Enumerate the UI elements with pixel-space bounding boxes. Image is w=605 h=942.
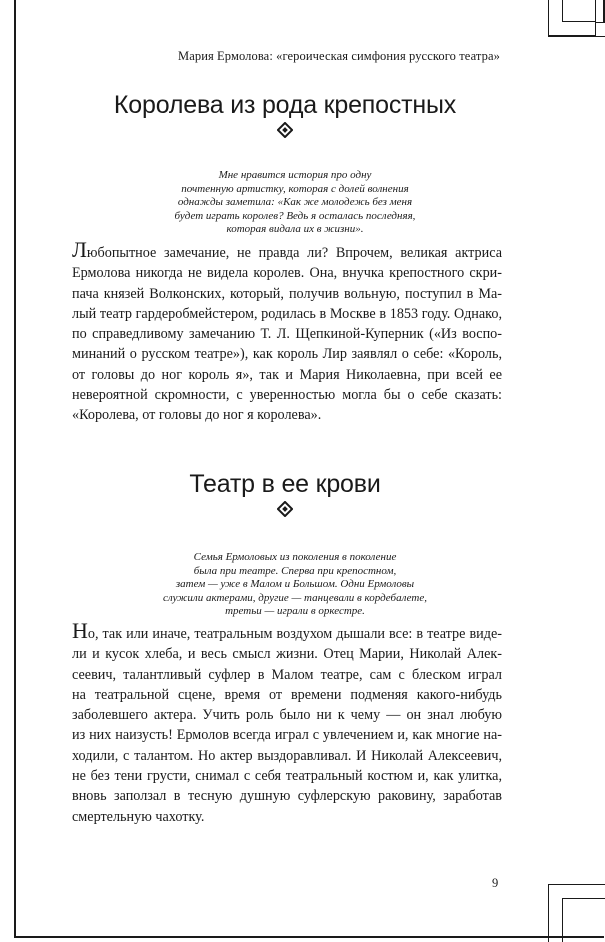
paragraph-line: [72, 239, 502, 263]
corner-ornament-top-right-tick: [596, 22, 605, 23]
body-paragraph: [72, 620, 502, 827]
epigraph: [100, 551, 490, 619]
paragraph-line: не без тени грусти, снимал с себя театральный костюм и, как улитка,: [72, 768, 502, 785]
epigraph-line: однажды заметила: «Как же молодежь без меня: [177, 196, 413, 208]
page-frame-bottom: [14, 936, 604, 938]
corner-ornament-bottom-right-inner: [562, 898, 605, 942]
epigraph-line: почтенную артистку, которая с долей волнения: [181, 182, 409, 195]
paragraph-line: минаний о русском театре»), как король Лир заявлял о себе: «Король,: [72, 346, 502, 363]
epigraph-line: будет играть королев? Ведь я осталась последняя,: [174, 209, 416, 222]
page-frame-left: [14, 0, 16, 938]
paragraph-line: на театральной сцене, время от времени подменяя какого-нибудь: [72, 686, 502, 703]
paragraph-line: по справедливому замечанию Т. Л. Щепкиной-Куперник («Из воспо-: [72, 326, 502, 343]
paragraph-line: [72, 620, 502, 644]
paragraph-line: ли и кусок хлеба, и весь смысл жизни. Отец Марии, Николай Алек-: [72, 646, 502, 663]
paragraph-line: невероятной скромности, с уверенностью могла бы о себе сказать:: [72, 387, 502, 404]
diamond-ornament-icon: [277, 501, 293, 517]
epigraph-line: затем — уже в Малом и Большом. Одни Ермоловы: [175, 578, 415, 590]
epigraph-line: была при театре. Сперва при крепостном,: [193, 564, 397, 577]
paragraph-line: «Королева, от головы до ног я королева».: [72, 407, 322, 424]
diamond-ornament-icon: [277, 122, 293, 138]
paragraph-line: смертельную чахотку.: [72, 808, 205, 825]
paragraph-text: о, так или иначе, театральным воздухом дышали все: в театре виде-: [87, 626, 502, 642]
running-head: Мария Ермолова: «героическая симфония русского театра»: [177, 49, 500, 63]
corner-ornament-top-right-inner: [562, 0, 596, 22]
epigraph-line: Семья Ермоловых из поколения в поколение: [193, 551, 397, 563]
paragraph-line: сеевич, талантливый суфлер в Малом театре, сам с блеском играл: [72, 666, 502, 683]
paragraph-line: ходили, с талантом. Но актер выздоравливал. И Николай Алексеевич,: [72, 747, 502, 764]
body-paragraph: [72, 239, 502, 426]
paragraph-line: Ермолова никогда не видела королев. Она, внучка крепостного скри-: [72, 265, 502, 282]
drop-cap: Л: [72, 237, 87, 262]
paragraph-line: от головы до ног король я», так и Мария Николаевна, при всей ее: [72, 366, 502, 383]
paragraph-line: вновь заползал в тесную душную суфлерскую раковину, заработав: [72, 788, 502, 805]
drop-cap: Н: [72, 618, 88, 643]
paragraph-line: пача князей Волконских, который, получив вольную, поступил в Ма-: [72, 285, 502, 302]
epigraph-line: третьи — играли в оркестре.: [225, 605, 365, 617]
epigraph: [100, 169, 490, 237]
paragraph-text: юбопытное замечание, не правда ли? Впрочем, великая актриса: [86, 245, 502, 261]
epigraph-line: которая видала их в жизни».: [226, 223, 364, 235]
page-frame-right: [603, 0, 605, 22]
paragraph-line: из них наизусть! Ермолов всегда играл с увлечением и, как многие на-: [72, 727, 502, 744]
paragraph-line: заболевшего актера. Учить роль было ни к чему — он знал любую: [72, 707, 502, 724]
section-title: Королева из рода крепостных: [113, 91, 457, 119]
corner-ornament-top-right-rule: [548, 36, 605, 37]
epigraph-line: служили актерами, другие — танцевали в кордебалете,: [163, 591, 427, 604]
section-title: Театр в ее крови: [189, 470, 381, 498]
page-number: 9: [492, 876, 499, 890]
epigraph-line: Мне нравится история про одну: [218, 169, 372, 181]
paragraph-line: лый театр гардеробмейстером, родилась в Москве в 1853 году. Однако,: [72, 305, 502, 322]
